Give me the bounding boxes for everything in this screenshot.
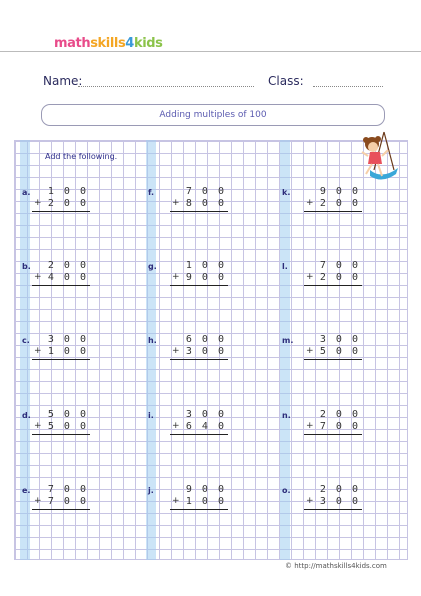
addend-bottom: 5 0 0 xyxy=(319,346,360,357)
problem-i xyxy=(148,411,238,461)
addend-top: 2 0 0 xyxy=(319,484,360,495)
plus-sign: + xyxy=(306,346,314,356)
plus-sign: + xyxy=(172,272,180,282)
problem-label: g. xyxy=(148,262,157,271)
addend-top: 9 0 0 xyxy=(319,186,360,197)
problem-l xyxy=(282,262,372,312)
problem-e xyxy=(22,486,112,536)
addend-top: 2 0 0 xyxy=(319,409,360,420)
plus-sign: + xyxy=(34,421,42,431)
problem-o xyxy=(282,486,372,536)
addend-bottom: 3 0 0 xyxy=(185,346,226,357)
site-logo xyxy=(54,36,163,51)
problem-c xyxy=(22,336,112,386)
addend-top: 3 0 0 xyxy=(47,334,88,345)
answer-line[interactable] xyxy=(32,359,90,360)
answer-line[interactable] xyxy=(304,509,362,510)
problem-g xyxy=(148,262,238,312)
problem-f xyxy=(148,188,238,238)
addend-top: 1 0 0 xyxy=(47,186,88,197)
answer-line[interactable] xyxy=(32,211,90,212)
plus-sign: + xyxy=(172,496,180,506)
plus-sign: + xyxy=(306,198,314,208)
addend-top: 3 0 0 xyxy=(185,409,226,420)
instruction-text: Add the following. xyxy=(45,152,118,161)
addend-top: 2 0 0 xyxy=(47,260,88,271)
addend-bottom: 2 0 0 xyxy=(319,198,360,209)
answer-line[interactable] xyxy=(304,434,362,435)
plus-sign: + xyxy=(172,421,180,431)
plus-sign: + xyxy=(34,272,42,282)
addend-bottom: 7 0 0 xyxy=(47,496,88,507)
problem-n xyxy=(282,411,372,461)
addend-bottom: 3 0 0 xyxy=(319,496,360,507)
problem-label: k. xyxy=(282,188,291,197)
problem-label: d. xyxy=(22,411,31,420)
answer-line[interactable] xyxy=(170,509,228,510)
problem-label: a. xyxy=(22,188,31,197)
problem-label: n. xyxy=(282,411,291,420)
addend-bottom: 1 0 0 xyxy=(185,496,226,507)
addend-top: 9 0 0 xyxy=(185,484,226,495)
answer-line[interactable] xyxy=(170,211,228,212)
answer-line[interactable] xyxy=(32,509,90,510)
problem-label: i. xyxy=(148,411,154,420)
addend-bottom: 2 0 0 xyxy=(47,198,88,209)
addend-top: 7 0 0 xyxy=(319,260,360,271)
plus-sign: + xyxy=(172,346,180,356)
plus-sign: + xyxy=(306,421,314,431)
logo-part-math: math xyxy=(54,36,91,51)
plus-sign: + xyxy=(306,496,314,506)
problem-label: l. xyxy=(282,262,288,271)
addend-bottom: 6 4 0 xyxy=(185,421,226,432)
problem-h xyxy=(148,336,238,386)
answer-line[interactable] xyxy=(304,211,362,212)
addend-bottom: 5 0 0 xyxy=(47,421,88,432)
worksheet-title: Adding multiples of 100 xyxy=(41,104,385,126)
name-field[interactable] xyxy=(78,86,254,87)
problem-k xyxy=(282,188,372,238)
logo-part-skills: skills xyxy=(90,36,126,51)
plus-sign: + xyxy=(34,346,42,356)
addend-bottom: 9 0 0 xyxy=(185,272,226,283)
addend-top: 7 0 0 xyxy=(185,186,226,197)
name-label: Name: xyxy=(43,74,83,88)
logo-part-kids: kids xyxy=(133,36,163,51)
problem-label: b. xyxy=(22,262,31,271)
addend-bottom: 4 0 0 xyxy=(47,272,88,283)
header-divider xyxy=(0,51,421,52)
footer-copyright: © http://mathskills4kids.com xyxy=(285,562,387,570)
addend-top: 3 0 0 xyxy=(319,334,360,345)
answer-line[interactable] xyxy=(32,434,90,435)
addend-bottom: 2 0 0 xyxy=(319,272,360,283)
addend-top: 6 0 0 xyxy=(185,334,226,345)
answer-line[interactable] xyxy=(170,434,228,435)
addend-top: 5 0 0 xyxy=(47,409,88,420)
addend-bottom: 8 0 0 xyxy=(185,198,226,209)
addend-top: 7 0 0 xyxy=(47,484,88,495)
plus-sign: + xyxy=(306,272,314,282)
answer-line[interactable] xyxy=(304,285,362,286)
logo-part-4: 4 xyxy=(125,36,134,51)
problem-b xyxy=(22,262,112,312)
problem-label: e. xyxy=(22,486,31,495)
problem-label: f. xyxy=(148,188,155,197)
girl-on-swing-icon xyxy=(358,130,406,186)
problem-m xyxy=(282,336,372,386)
answer-line[interactable] xyxy=(32,285,90,286)
answer-line[interactable] xyxy=(170,285,228,286)
plus-sign: + xyxy=(34,198,42,208)
answer-line[interactable] xyxy=(304,359,362,360)
problem-j xyxy=(148,486,238,536)
class-field[interactable] xyxy=(313,86,383,87)
problem-label: j. xyxy=(148,486,154,495)
problem-a xyxy=(22,188,112,238)
problem-label: c. xyxy=(22,336,30,345)
problem-d xyxy=(22,411,112,461)
class-label: Class: xyxy=(268,74,304,88)
answer-line[interactable] xyxy=(170,359,228,360)
problem-label: o. xyxy=(282,486,291,495)
plus-sign: + xyxy=(172,198,180,208)
plus-sign: + xyxy=(34,496,42,506)
addend-bottom: 1 0 0 xyxy=(47,346,88,357)
problem-label: m. xyxy=(282,336,294,345)
problem-label: h. xyxy=(148,336,157,345)
addend-top: 1 0 0 xyxy=(185,260,226,271)
addend-bottom: 7 0 0 xyxy=(319,421,360,432)
